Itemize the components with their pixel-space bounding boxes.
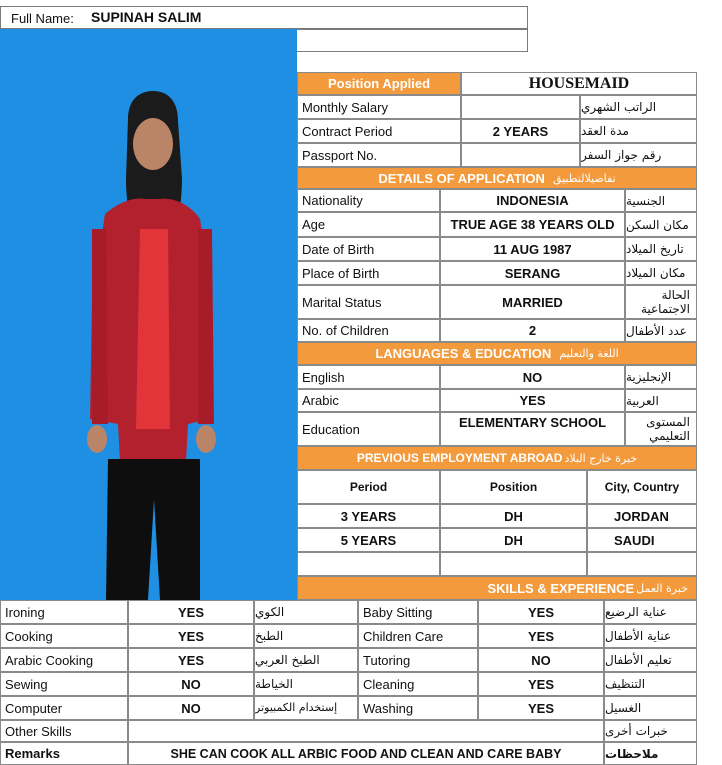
- table-row-country: JORDAN: [587, 504, 697, 528]
- passport-arabic: رقم جواز السفر: [580, 143, 697, 167]
- skill-washing-arabic: الغسيل: [604, 696, 697, 720]
- education-arabic: المستوى التعليمي: [625, 412, 697, 446]
- skill-ironing-arabic: الكوي: [254, 600, 358, 624]
- marital-status-label: Marital Status: [297, 285, 440, 319]
- remarks-value: SHE CAN COOK ALL ARBIC FOOD AND CLEAN AND CARE BABY: [128, 742, 604, 765]
- marital-status-value: MARRIED: [440, 285, 625, 319]
- monthly-salary-label: Monthly Salary: [297, 95, 461, 119]
- skill-cleaning-label: Cleaning: [358, 672, 478, 696]
- applicant-photo: [0, 29, 297, 600]
- person-figure-icon: [0, 29, 297, 600]
- contract-period-value: 2 YEARS: [461, 119, 580, 143]
- remarks-arabic: ملاحظات: [604, 742, 697, 765]
- details-section-header: [297, 167, 697, 189]
- age-value: TRUE AGE 38 YEARS OLD: [440, 212, 625, 237]
- skill-tutoring-arabic: تعليم الأطفال: [604, 648, 697, 672]
- skill-children-care-label: Children Care: [358, 624, 478, 648]
- table-row-blank: [440, 552, 587, 576]
- skill-cooking-value: YES: [128, 624, 254, 648]
- skills-title: SKILLS & EXPERIENCE: [487, 580, 635, 596]
- languages-title: LANGUAGES & EDUCATION: [375, 346, 552, 361]
- remarks-label: Remarks: [0, 742, 128, 765]
- skill-computer-label: Computer: [0, 696, 128, 720]
- position-applied-value: HOUSEMAID: [461, 72, 697, 95]
- monthly-salary-arabic: الراتب الشهري: [580, 95, 697, 119]
- skill-washing-value: YES: [478, 696, 604, 720]
- skill-cleaning-arabic: التنظيف: [604, 672, 697, 696]
- skill-sewing-value: NO: [128, 672, 254, 696]
- details-title-arabic: تفاصيلالتطبيق: [552, 171, 616, 185]
- table-row-position: DH: [440, 528, 587, 552]
- nationality-value: INDONESIA: [440, 189, 625, 212]
- skill-baby-sitting-value: YES: [478, 600, 604, 624]
- skill-cleaning-value: YES: [478, 672, 604, 696]
- employment-col-position: Position: [440, 470, 587, 504]
- other-skills-label: Other Skills: [0, 720, 128, 742]
- monthly-salary-value: [461, 95, 580, 119]
- nationality-arabic: الجنسية: [625, 189, 697, 212]
- employment-title-arabic: خبرة خارج البلاد: [564, 451, 638, 465]
- arabic-label: Arabic: [297, 389, 440, 412]
- table-row-period: 3 YEARS: [297, 504, 440, 528]
- place-of-birth-label: Place of Birth: [297, 261, 440, 285]
- place-of-birth-value: SERANG: [440, 261, 625, 285]
- english-arabic: الإنجليزية: [625, 365, 697, 389]
- skill-washing-label: Washing: [358, 696, 478, 720]
- languages-section-header: [297, 342, 697, 365]
- skills-title-arabic: خبرة العمل: [636, 581, 688, 595]
- position-applied-label: Position Applied: [297, 72, 461, 95]
- table-row-position: DH: [440, 504, 587, 528]
- skill-children-care-value: YES: [478, 624, 604, 648]
- contract-period-label: Contract Period: [297, 119, 461, 143]
- marital-status-arabic: الحالة الاجتماعية: [625, 285, 697, 319]
- details-title: DETAILS OF APPLICATION: [378, 170, 545, 186]
- nationality-label: Nationality: [297, 189, 440, 212]
- full-name-value: SUPINAH SALIM: [91, 9, 202, 25]
- education-value: ELEMENTARY SCHOOL: [440, 412, 625, 446]
- age-label: Age: [297, 212, 440, 237]
- skill-computer-value: NO: [128, 696, 254, 720]
- employment-title: PREVIOUS EMPLOYMENT ABROAD: [356, 451, 563, 465]
- employment-col-period: Period: [297, 470, 440, 504]
- full-name-label: Full Name:: [11, 11, 74, 26]
- children-label: No. of Children: [297, 319, 440, 342]
- children-arabic: عدد الأطفال: [625, 319, 697, 342]
- skill-ironing-value: YES: [128, 600, 254, 624]
- skills-section-header: [297, 576, 697, 600]
- english-label: English: [297, 365, 440, 389]
- passport-value: [461, 143, 580, 167]
- skill-tutoring-value: NO: [478, 648, 604, 672]
- skill-cooking-arabic: الطبخ: [254, 624, 358, 648]
- skill-arabic-cooking-label: Arabic Cooking: [0, 648, 128, 672]
- arabic-value: YES: [440, 389, 625, 412]
- table-row-period: 5 YEARS: [297, 528, 440, 552]
- education-label: Education: [297, 412, 440, 446]
- skill-children-care-arabic: عناية الأطفال: [604, 624, 697, 648]
- skill-arabic-cooking-value: YES: [128, 648, 254, 672]
- full-name-row: [0, 6, 528, 29]
- blank-header-row: [296, 29, 528, 52]
- skill-ironing-label: Ironing: [0, 600, 128, 624]
- employment-section-header: [297, 446, 697, 470]
- age-arabic: مكان السكن: [625, 212, 697, 237]
- passport-label: Passport No.: [297, 143, 461, 167]
- dob-value: 11 AUG 1987: [440, 237, 625, 261]
- employment-col-country: City, Country: [587, 470, 697, 504]
- arabic-arabic: العربية: [625, 389, 697, 412]
- dob-label: Date of Birth: [297, 237, 440, 261]
- skill-tutoring-label: Tutoring: [358, 648, 478, 672]
- skill-computer-arabic: إستخدام الكمبيوتر: [254, 696, 358, 720]
- skill-cooking-label: Cooking: [0, 624, 128, 648]
- english-value: NO: [440, 365, 625, 389]
- children-value: 2: [440, 319, 625, 342]
- contract-period-arabic: مدة العقد: [580, 119, 697, 143]
- languages-title-arabic: اللغة والتعليم: [559, 347, 619, 360]
- table-row-blank: [587, 552, 697, 576]
- skill-sewing-arabic: الخياطة: [254, 672, 358, 696]
- place-of-birth-arabic: مكان الميلاد: [625, 261, 697, 285]
- skill-sewing-label: Sewing: [0, 672, 128, 696]
- other-skills-arabic: خبرات أخرى: [604, 720, 697, 742]
- skill-arabic-cooking-arabic: الطبخ العربي: [254, 648, 358, 672]
- table-row-country: SAUDI: [587, 528, 697, 552]
- skill-baby-sitting-arabic: عناية الرضيع: [604, 600, 697, 624]
- skill-baby-sitting-label: Baby Sitting: [358, 600, 478, 624]
- table-row-blank: [297, 552, 440, 576]
- dob-arabic: تاريخ الميلاد: [625, 237, 697, 261]
- other-skills-value: [128, 720, 604, 742]
